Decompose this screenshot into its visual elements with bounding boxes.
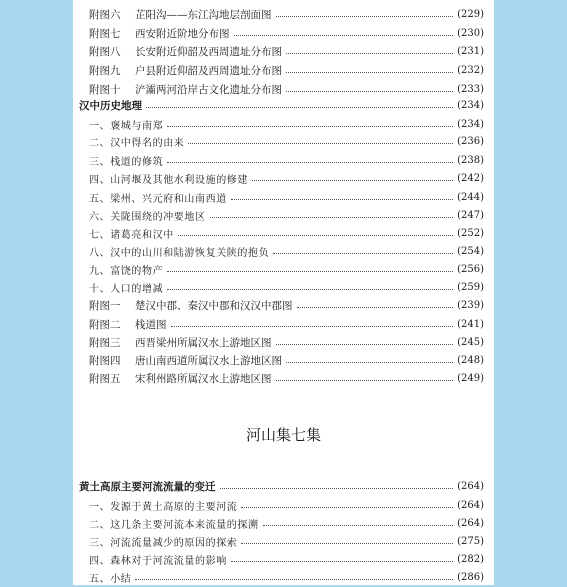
page-number: (245) [457,336,484,348]
page-number: (230) [457,27,484,39]
page-number: (264) [457,499,484,511]
entry-label: 附图六 [89,8,121,21]
entry-title: 芷阳沟——东江沟地层剖面图 [135,8,272,21]
page-number: (264) [457,480,484,492]
leader-dots [220,487,454,489]
book-page [73,0,494,585]
leader-dots [171,325,454,327]
page-number: (238) [457,154,484,166]
toc-entry[interactable] [73,168,494,188]
leader-dots [146,106,453,108]
section-title: 汉中历史地理 [79,99,142,112]
entry-title: 二、汉中得名的由来 [89,137,185,149]
entry-label: 附图八 [89,45,121,58]
entry-label: 附图七 [89,27,121,40]
page-number: (242) [457,172,484,184]
toc-entry[interactable] [73,41,494,61]
entry-title: 户县附近仰韶及西周遗址分布图 [135,64,282,77]
leader-dots [286,71,453,73]
entry-label: 附图四 [89,354,121,367]
entry-title: 三、河流流量减少的原因的探索 [89,537,238,549]
toc-entry[interactable] [73,332,494,352]
leader-dots [276,15,454,17]
leader-dots [231,560,453,562]
leader-dots [286,90,453,92]
page-number: (259) [457,281,484,293]
toc-entry[interactable] [73,205,494,225]
entry-title: 五、小结 [89,573,132,585]
entry-label: 附图二 [89,318,121,331]
entry-label: 附图五 [89,372,121,385]
leader-dots [178,234,453,236]
toc-entry[interactable] [73,567,494,587]
page-number: (249) [457,372,484,384]
entry-title: 十、人口的增减 [89,283,164,295]
entry-title: 七、诸葛亮和汉中 [89,229,174,241]
leader-dots [252,179,453,181]
entry-title: 西安附近阶地分布图 [135,27,230,40]
leader-dots [135,578,453,580]
page-number: (256) [457,263,484,275]
toc-entry[interactable] [73,131,494,151]
leader-dots [263,524,454,526]
leader-dots [167,288,453,290]
leader-dots [188,142,453,144]
entry-title: 一、褒城与南郑 [89,120,164,132]
page-number: (286) [457,571,484,583]
entry-title: 西晋梁州所属汉水上游地区图 [135,336,272,349]
leader-dots [241,542,453,544]
leader-dots [273,252,453,254]
entry-title: 楚汉中郡、秦汉中郡和汉汉中郡图 [135,299,293,312]
entry-title: 栈道图 [135,318,167,331]
toc-entry[interactable] [73,368,494,388]
leader-dots [234,34,454,36]
page-number: (264) [457,517,484,529]
toc-entry[interactable] [73,23,494,43]
entry-title: 三、栈道的修筑 [89,156,164,168]
page-number: (252) [457,227,484,239]
entry-title: 一、发源于黄土高原的主要河流 [89,501,238,513]
leader-dots [167,270,453,272]
entry-label: 附图十 [89,83,121,96]
toc-entry[interactable] [73,4,494,24]
page-number: (282) [457,553,484,565]
section-title: 黄土高原主要河流流量的变迁 [79,480,216,493]
leader-dots [276,343,454,345]
page-number: (239) [457,299,484,311]
page-number: (232) [457,64,484,76]
leader-dots [231,198,453,200]
page-number: (241) [457,318,484,330]
page-number: (233) [457,83,484,95]
page-number: (275) [457,535,484,547]
toc-entry[interactable] [73,277,494,297]
page-number: (248) [457,354,484,366]
toc-entry[interactable] [73,60,494,80]
entry-title: 唐山南西道所属汉水上游地区图 [135,354,282,367]
leader-dots [210,216,454,218]
entry-title: 浐灞两河沿岸古文化遗址分布图 [135,83,282,96]
entry-title: 四、山河堰及其他水利设施的修建 [89,174,248,186]
page-number: (236) [457,135,484,147]
page-number: (254) [457,245,484,257]
leader-dots [167,125,453,127]
page-number: (234) [457,99,484,111]
page-number: (231) [457,45,484,57]
entry-title: 九、富饶的物产 [89,265,164,277]
leader-dots [241,506,453,508]
entry-title: 长安附近仰韶及西周遗址分布图 [135,45,282,58]
toc-entry[interactable] [73,241,494,261]
toc-entry[interactable] [73,531,494,551]
toc-entry[interactable] [73,350,494,370]
entry-title: 五、梁州、兴元府和山南西道 [89,193,227,205]
toc-section-heading[interactable] [73,476,494,496]
leader-dots [286,361,453,363]
toc-entry[interactable] [73,150,494,170]
toc-entry[interactable] [73,513,494,533]
entry-label: 附图一 [89,299,121,312]
entry-label: 附图九 [89,64,121,77]
toc-entry[interactable] [73,314,494,334]
leader-dots [297,306,454,308]
toc-entry[interactable] [73,187,494,207]
entry-title: 六、关陇围绕的冲要地区 [89,211,206,223]
page-number: (247) [457,209,484,221]
toc-entry[interactable] [73,259,494,279]
leader-dots [286,52,453,54]
page-number: (234) [457,118,484,130]
leader-dots [167,161,453,163]
entry-title: 宋利州路所属汉水上游地区图 [135,372,272,385]
toc-entry[interactable] [73,295,494,315]
entry-label: 附图三 [89,336,121,349]
page-number: (244) [457,191,484,203]
toc-entry[interactable] [73,223,494,243]
page-number: (229) [457,8,484,20]
leader-dots [276,379,454,381]
entry-title: 八、汉中的山川和陆游恢复关陕的抱负 [89,247,270,259]
toc-section-heading[interactable] [73,95,494,115]
entry-title: 四、森林对于河流流量的影响 [89,555,227,567]
toc-entry[interactable] [73,495,494,515]
toc-entry[interactable] [73,549,494,569]
collection-title: 河山集七集 [245,426,321,444]
entry-title: 二、这几条主要河流本来流量的探溯 [89,519,259,531]
